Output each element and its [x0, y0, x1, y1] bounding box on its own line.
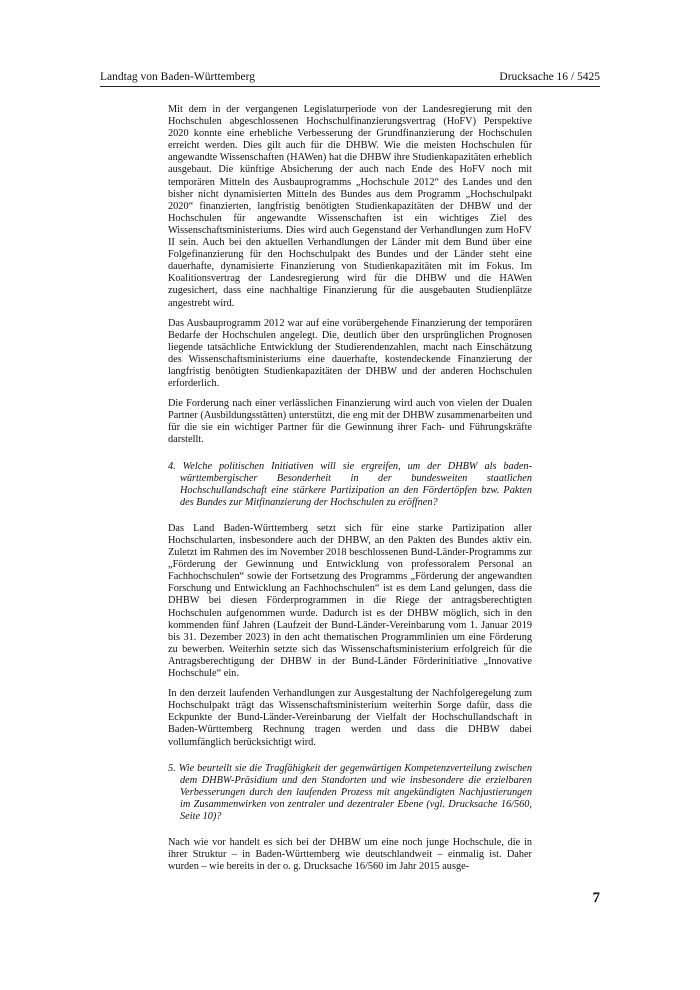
paragraph-federal-programs: Das Land Baden-Württemberg setzt sich für eine starke Partizipation aller Hochschularten, insbesondere auch der DHBW, an den Pakten des Bundes aktiv ein. Zuletzt im Rahmen des im November 2018 beschlossenen Bund-Länder-Programms zur „Förderung der Gewinnung und Entwicklung von professoralem Personal an Fachhochschulen“ sowie der Fortsetzung des Programms „Förderung der angewandten Forschung und Entwicklung an Fachhochschulen“ ist es dem Land gelungen, dass die DHBW bei diesen Förderprogrammen in die Riege der antragsberechtigten Hochschulen aufgenommen wurde. Dadurch ist es der DHBW möglich, sich in den kommenden fünf Jahren (Laufzeit der Bund-Länder-Vereinbarung vom 1. Januar 2019 bis 31. Dezember 2023) in den acht thematischen Programmlinien um eine Förderung zu bewerben. Weiterhin setzte sich das Wissenschaftsministerium erfolgreich für die Antragsberechtigung der DHBW in der Bund-Länder Förderinitiative „Innovative Hochschule“ ein.	[168, 522, 532, 680]
paragraph-dual-partners: Die Forderung nach einer verlässlichen Finanzierung wird auch von vielen der Dualen Partner (Ausbildungsstätten) unterstützt, die eng mit der DHBW zusammenarbeiten und für die sie ein wichtiger Partner für die Gewinnung ihrer Fach- und Führungskräfte darstellt.	[168, 398, 532, 446]
paragraph-hochschulpakt-negotiations: In den derzeit laufenden Verhandlungen zur Ausgestaltung der Nachfolgeregelung zum Hochschulpakt trägt das Wissenschaftsministerium weiterhin Sorge dafür, dass die Eckpunkte der Bund-Länder-Vereinbarung der Vielfalt der Hochschullandschaft in Baden-Württemberg Rechnung tragen werden und dass die DHBW dabei vollumfänglich berücksichtigt wird.	[168, 688, 532, 748]
question-5: 5. Wie beurteilt sie die Tragfähigkeit der gegenwärtigen Kompetenzverteilung zwischen dem DHBW-Präsidium und den Standorten und wie insbesondere die erzielbaren Verbesserungen durch den laufenden Prozess mit angekündigten Nachjustierungen im Zusammenwirken von zentraler und dezentraler Ebene (vgl. Drucksache 16/560, Seite 10)?	[168, 762, 532, 822]
page-number: 7	[592, 890, 600, 906]
running-header	[100, 70, 600, 86]
document-body	[168, 104, 532, 881]
header-divider	[100, 86, 600, 87]
header-document-number: Drucksache 16 / 5425	[499, 71, 600, 83]
paragraph-young-university: Nach wie vor handelt es sich bei der DHBW um eine noch junge Hochschule, die in ihrer Struktur – in Baden-Württemberg wie deutschlandweit – einmalig ist. Daher wurden – wie bereits in der o. g. Drucksache 16/560 im Jahr 2015 ausge-	[168, 837, 532, 873]
paragraph-financing-agreement: Mit dem in der vergangenen Legislaturperiode von der Landesregierung mit den Hochschulen abgeschlossenen Hochschulfinanzierungsvertrag (HoFV) Perspektive 2020 konnte eine erhebliche Verbesserung der Grundfinanzierung der Hochschulen erreicht werden. Dies gilt auch für die DHBW. Wie die meisten Hochschulen für angewandte Wissenschaften (HAWen) hat die DHBW ihre Studienkapazitäten erheblich ausgebaut. Die künftige Absicherung der auch nach Ende des HoFV noch mit temporären Mitteln des Ausbauprogramms „Hochschule 2012“ des Landes und den bisher nicht dynamisierten Mitteln des Bundes aus dem Programm „Hochschulpakt 2020“ finanzierten, langfristig benötigten Studienkapazitäten der DHBW und der Hochschulen für angewandte Wissenschaften ist ein wichtiges Ziel des Wissenschaftsministeriums. Dies wird auch Gegenstand der Verhandlungen zum HoFV II sein. Auch bei den aktuellen Verhandlungen der Länder mit dem Bund über eine Folgefinanzierung für den Hochschulpakt des Bundes und der Länder steht eine dauerhafte, dynamisierte Finanzierung von Studienkapazitäten mit im Fokus. Im Koalitionsvertrag der Landesregierung wird für die DHBW und die HAWen zugesichert, dass eine nachhaltige Finanzierung für die ausgebauten Studienplätze angestrebt wird.	[168, 104, 532, 309]
question-4: 4. Welche politischen Initiativen will sie ergreifen, um der DHBW als baden-württembergischer Besonderheit in der bundesweiten staatlichen Hochschullandschaft eine stärkere Partizipation an den Fördertöpfen bzw. Pakten des Bundes zur Mitfinanzierung der Hochschulen zu eröffnen?	[168, 460, 532, 508]
paragraph-expansion-program: Das Ausbauprogramm 2012 war auf eine vorübergehende Finanzierung der temporären Bedarfe der Hochschulen angelegt. Die, deutlich über den ursprünglichen Prognosen liegende tatsächliche Entwicklung der Studierendenzahlen, macht nach Einschätzung des Wissenschaftsministeriums eine dauerhafte, kostendeckende Finanzierung der langfristig benötigten Studienkapazitäten der DHBW und der anderen Hochschulen erforderlich.	[168, 317, 532, 390]
header-parliament: Landtag von Baden-Württemberg	[100, 71, 255, 83]
